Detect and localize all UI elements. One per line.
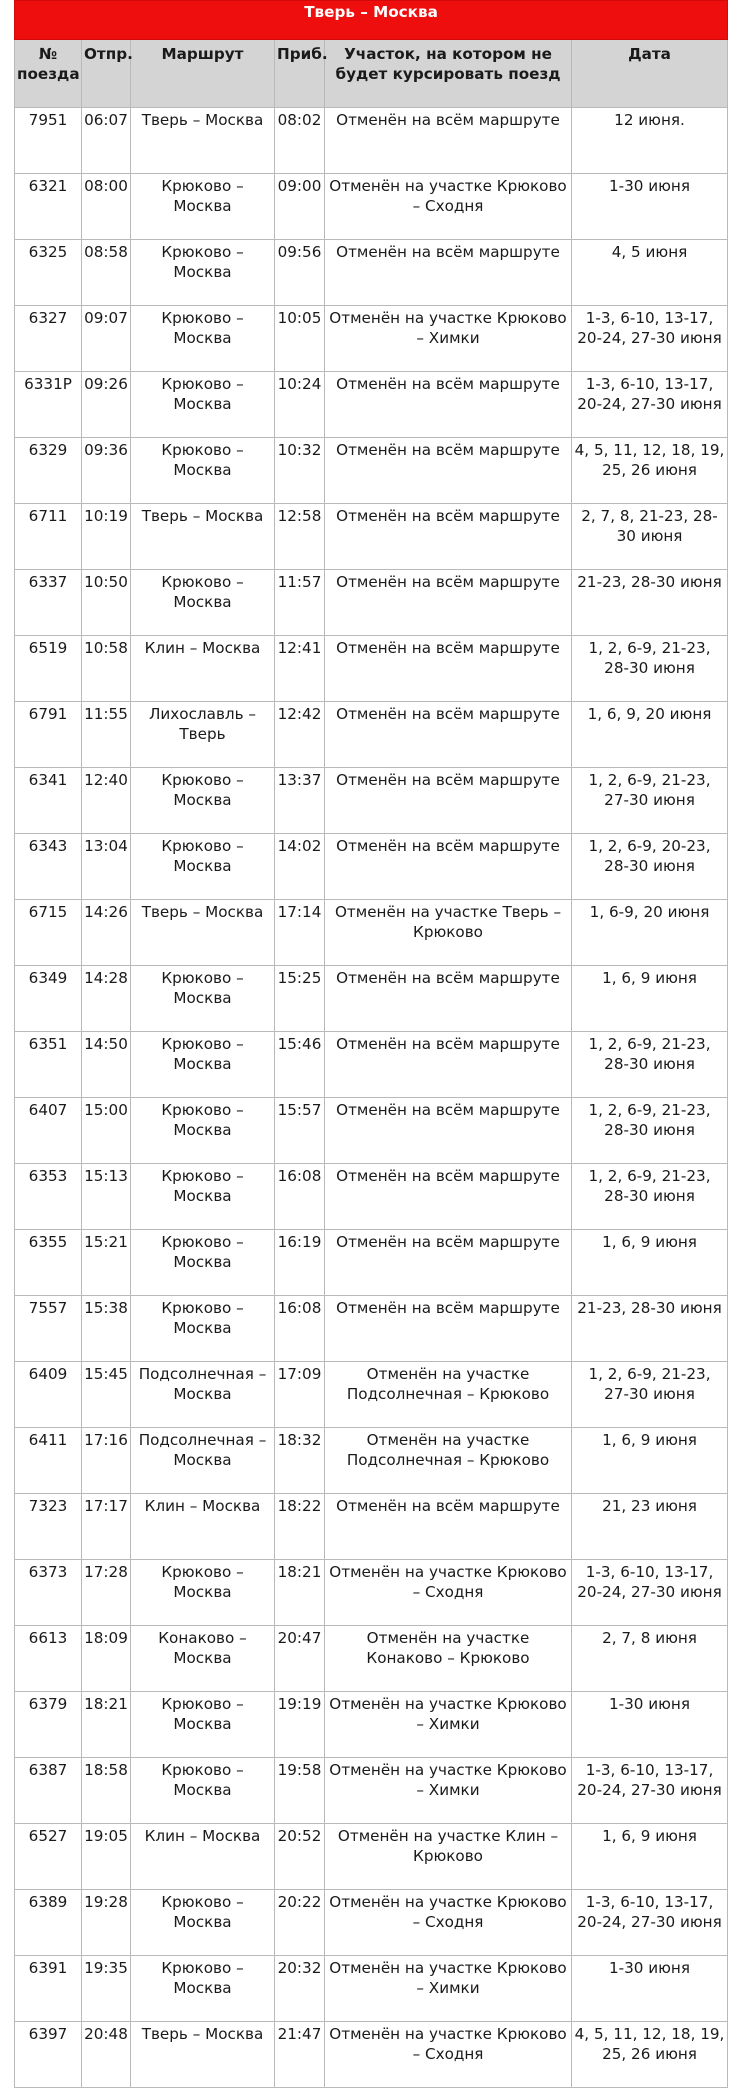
- arrival-cell: 08:02: [275, 108, 325, 174]
- train-number-cell: 6411: [15, 1428, 82, 1494]
- header-number: № поезда: [15, 40, 82, 108]
- route-cell: Крюково – Москва: [131, 834, 275, 900]
- header-route: Маршрут: [131, 40, 275, 108]
- header-section: Участок, на котором не будет курсировать поезд: [325, 40, 572, 108]
- date-cell: 1, 2, 6-9, 20-23, 28-30 июня: [572, 834, 728, 900]
- section-cell: Отменён на всём маршруте: [325, 108, 572, 174]
- arrival-cell: 09:00: [275, 174, 325, 240]
- date-cell: 21-23, 28-30 июня: [572, 1296, 728, 1362]
- table-row: [15, 306, 728, 372]
- date-cell: 1, 6, 9, 20 июня: [572, 702, 728, 768]
- arrival-cell: 19:19: [275, 1692, 325, 1758]
- section-cell: Отменён на участке Крюково – Сходня: [325, 1560, 572, 1626]
- table-row: [15, 1428, 728, 1494]
- section-cell: Отменён на всём маршруте: [325, 240, 572, 306]
- route-cell: Лихославль – Тверь: [131, 702, 275, 768]
- date-cell: 1-3, 6-10, 13-17, 20-24, 27-30 июня: [572, 1890, 728, 1956]
- schedule-table: [14, 0, 728, 2088]
- table-row: [15, 504, 728, 570]
- section-cell: Отменён на участке Крюково – Химки: [325, 1758, 572, 1824]
- train-number-cell: 6409: [15, 1362, 82, 1428]
- section-cell: Отменён на участке Крюково – Химки: [325, 1692, 572, 1758]
- arrival-cell: 12:58: [275, 504, 325, 570]
- table-row: [15, 108, 728, 174]
- departure-cell: 10:19: [82, 504, 131, 570]
- date-cell: 21, 23 июня: [572, 1494, 728, 1560]
- section-cell: Отменён на участке Подсолнечная – Крюково: [325, 1428, 572, 1494]
- departure-cell: 19:05: [82, 1824, 131, 1890]
- train-number-cell: 6341: [15, 768, 82, 834]
- section-cell: Отменён на участке Подсолнечная – Крюково: [325, 1362, 572, 1428]
- departure-cell: 14:50: [82, 1032, 131, 1098]
- route-cell: Тверь – Москва: [131, 504, 275, 570]
- date-cell: 1, 6, 9 июня: [572, 1230, 728, 1296]
- arrival-cell: 09:56: [275, 240, 325, 306]
- route-cell: Клин – Москва: [131, 636, 275, 702]
- table-row: [15, 1824, 728, 1890]
- section-cell: Отменён на участке Клин – Крюково: [325, 1824, 572, 1890]
- route-cell: Крюково – Москва: [131, 570, 275, 636]
- departure-cell: 17:17: [82, 1494, 131, 1560]
- section-cell: Отменён на всём маршруте: [325, 372, 572, 438]
- section-cell: Отменён на участке Крюково – Сходня: [325, 2022, 572, 2088]
- date-cell: 1, 2, 6-9, 21-23, 27-30 июня: [572, 768, 728, 834]
- route-cell: Крюково – Москва: [131, 1956, 275, 2022]
- route-cell: Крюково – Москва: [131, 372, 275, 438]
- route-cell: Клин – Москва: [131, 1824, 275, 1890]
- arrival-cell: 10:24: [275, 372, 325, 438]
- route-cell: Подсолнечная – Москва: [131, 1362, 275, 1428]
- arrival-cell: 20:32: [275, 1956, 325, 2022]
- arrival-cell: 14:02: [275, 834, 325, 900]
- arrival-cell: 16:19: [275, 1230, 325, 1296]
- arrival-cell: 15:25: [275, 966, 325, 1032]
- date-cell: 21-23, 28-30 июня: [572, 570, 728, 636]
- table-row: [15, 1230, 728, 1296]
- arrival-cell: 18:21: [275, 1560, 325, 1626]
- train-number-cell: 6407: [15, 1098, 82, 1164]
- departure-cell: 19:35: [82, 1956, 131, 2022]
- train-number-cell: 6391: [15, 1956, 82, 2022]
- train-number-cell: 6379: [15, 1692, 82, 1758]
- date-cell: 4, 5, 11, 12, 18, 19, 25, 26 июня: [572, 438, 728, 504]
- section-cell: Отменён на всём маршруте: [325, 636, 572, 702]
- train-number-cell: 6791: [15, 702, 82, 768]
- route-cell: Крюково – Москва: [131, 1098, 275, 1164]
- table-title: [15, 1, 728, 40]
- table-row: [15, 1362, 728, 1428]
- arrival-cell: 18:22: [275, 1494, 325, 1560]
- departure-cell: 17:16: [82, 1428, 131, 1494]
- date-cell: 1-3, 6-10, 13-17, 20-24, 27-30 июня: [572, 372, 728, 438]
- arrival-cell: 20:47: [275, 1626, 325, 1692]
- section-cell: Отменён на всём маршруте: [325, 1032, 572, 1098]
- section-cell: Отменён на участке Крюково – Химки: [325, 306, 572, 372]
- departure-cell: 09:26: [82, 372, 131, 438]
- departure-cell: 18:09: [82, 1626, 131, 1692]
- route-cell: Крюково – Москва: [131, 1164, 275, 1230]
- section-cell: Отменён на участке Крюково – Химки: [325, 1956, 572, 2022]
- departure-cell: 18:21: [82, 1692, 131, 1758]
- table-row: [15, 438, 728, 504]
- route-cell: Крюково – Москва: [131, 768, 275, 834]
- train-number-cell: 6337: [15, 570, 82, 636]
- section-cell: Отменён на участке Крюково – Сходня: [325, 174, 572, 240]
- table-row: [15, 570, 728, 636]
- departure-cell: 10:50: [82, 570, 131, 636]
- date-cell: 1, 2, 6-9, 21-23, 28-30 июня: [572, 1032, 728, 1098]
- arrival-cell: 17:09: [275, 1362, 325, 1428]
- arrival-cell: 11:57: [275, 570, 325, 636]
- section-cell: Отменён на всём маршруте: [325, 768, 572, 834]
- date-cell: 1-3, 6-10, 13-17, 20-24, 27-30 июня: [572, 1758, 728, 1824]
- section-cell: Отменён на участке Тверь – Крюково: [325, 900, 572, 966]
- date-cell: 2, 7, 8, 21-23, 28-30 июня: [572, 504, 728, 570]
- arrival-cell: 18:32: [275, 1428, 325, 1494]
- section-cell: Отменён на всём маршруте: [325, 1164, 572, 1230]
- train-number-cell: 6327: [15, 306, 82, 372]
- table-row: [15, 174, 728, 240]
- train-number-cell: 7323: [15, 1494, 82, 1560]
- route-cell: Крюково – Москва: [131, 174, 275, 240]
- table-row: [15, 702, 728, 768]
- table-row: [15, 240, 728, 306]
- date-cell: 4, 5 июня: [572, 240, 728, 306]
- table-row: [15, 1296, 728, 1362]
- section-cell: Отменён на участке Конаково – Крюково: [325, 1626, 572, 1692]
- train-number-cell: 6355: [15, 1230, 82, 1296]
- table-title-text: Тверь – Москва: [304, 3, 438, 21]
- departure-cell: 10:58: [82, 636, 131, 702]
- section-cell: Отменён на всём маршруте: [325, 1494, 572, 1560]
- departure-cell: 19:28: [82, 1890, 131, 1956]
- date-cell: 1, 2, 6-9, 21-23, 28-30 июня: [572, 1164, 728, 1230]
- date-cell: 1-3, 6-10, 13-17, 20-24, 27-30 июня: [572, 306, 728, 372]
- arrival-cell: 12:42: [275, 702, 325, 768]
- train-number-cell: 6349: [15, 966, 82, 1032]
- date-cell: 1, 6, 9 июня: [572, 1824, 728, 1890]
- departure-cell: 15:45: [82, 1362, 131, 1428]
- section-cell: Отменён на всём маршруте: [325, 438, 572, 504]
- header-date: Дата: [572, 40, 728, 108]
- section-cell: Отменён на всём маршруте: [325, 834, 572, 900]
- header-arrival: Приб.: [275, 40, 325, 108]
- departure-cell: 15:21: [82, 1230, 131, 1296]
- departure-cell: 12:40: [82, 768, 131, 834]
- arrival-cell: 13:37: [275, 768, 325, 834]
- arrival-cell: 20:22: [275, 1890, 325, 1956]
- table-row: [15, 372, 728, 438]
- arrival-cell: 15:46: [275, 1032, 325, 1098]
- route-cell: Крюково – Москва: [131, 1692, 275, 1758]
- arrival-cell: 15:57: [275, 1098, 325, 1164]
- date-cell: 1-3, 6-10, 13-17, 20-24, 27-30 июня: [572, 1560, 728, 1626]
- table-row: [15, 1890, 728, 1956]
- route-cell: Крюково – Москва: [131, 1230, 275, 1296]
- departure-cell: 14:28: [82, 966, 131, 1032]
- departure-cell: 08:58: [82, 240, 131, 306]
- departure-cell: 13:04: [82, 834, 131, 900]
- date-cell: 1-30 июня: [572, 1956, 728, 2022]
- arrival-cell: 12:41: [275, 636, 325, 702]
- train-number-cell: 6325: [15, 240, 82, 306]
- header-row: [15, 40, 728, 108]
- date-cell: 1, 6, 9 июня: [572, 1428, 728, 1494]
- route-cell: Крюково – Москва: [131, 1560, 275, 1626]
- table-row: [15, 1098, 728, 1164]
- departure-cell: 09:07: [82, 306, 131, 372]
- departure-cell: 17:28: [82, 1560, 131, 1626]
- train-number-cell: 6711: [15, 504, 82, 570]
- table-row: [15, 1626, 728, 1692]
- train-number-cell: 6331Р: [15, 372, 82, 438]
- train-number-cell: 6387: [15, 1758, 82, 1824]
- date-cell: 1, 2, 6-9, 21-23, 28-30 июня: [572, 1098, 728, 1164]
- section-cell: Отменён на всём маршруте: [325, 1230, 572, 1296]
- route-cell: Крюково – Москва: [131, 306, 275, 372]
- date-cell: 1, 2, 6-9, 21-23, 28-30 июня: [572, 636, 728, 702]
- route-cell: Крюково – Москва: [131, 240, 275, 306]
- departure-cell: 18:58: [82, 1758, 131, 1824]
- train-number-cell: 6329: [15, 438, 82, 504]
- route-cell: Крюково – Москва: [131, 438, 275, 504]
- date-cell: 1, 6, 9 июня: [572, 966, 728, 1032]
- table-row: [15, 768, 728, 834]
- train-number-cell: 6389: [15, 1890, 82, 1956]
- arrival-cell: 17:14: [275, 900, 325, 966]
- arrival-cell: 16:08: [275, 1296, 325, 1362]
- arrival-cell: 10:32: [275, 438, 325, 504]
- table-row: [15, 2022, 728, 2088]
- date-cell: 1-30 июня: [572, 1692, 728, 1758]
- date-cell: 2, 7, 8 июня: [572, 1626, 728, 1692]
- arrival-cell: 21:47: [275, 2022, 325, 2088]
- train-number-cell: 6353: [15, 1164, 82, 1230]
- section-cell: Отменён на всём маршруте: [325, 966, 572, 1032]
- arrival-cell: 19:58: [275, 1758, 325, 1824]
- train-number-cell: 6613: [15, 1626, 82, 1692]
- route-cell: Тверь – Москва: [131, 2022, 275, 2088]
- train-number-cell: 6373: [15, 1560, 82, 1626]
- train-number-cell: 6527: [15, 1824, 82, 1890]
- table-row: [15, 1560, 728, 1626]
- arrival-cell: 10:05: [275, 306, 325, 372]
- train-number-cell: 6321: [15, 174, 82, 240]
- departure-cell: 09:36: [82, 438, 131, 504]
- route-cell: Тверь – Москва: [131, 108, 275, 174]
- train-number-cell: 6397: [15, 2022, 82, 2088]
- departure-cell: 06:07: [82, 108, 131, 174]
- departure-cell: 15:00: [82, 1098, 131, 1164]
- route-cell: Крюково – Москва: [131, 1296, 275, 1362]
- date-cell: 1, 2, 6-9, 21-23, 27-30 июня: [572, 1362, 728, 1428]
- route-cell: Крюково – Москва: [131, 1890, 275, 1956]
- train-number-cell: 6519: [15, 636, 82, 702]
- departure-cell: 08:00: [82, 174, 131, 240]
- date-cell: 4, 5, 11, 12, 18, 19, 25, 26 июня: [572, 2022, 728, 2088]
- table-row: [15, 834, 728, 900]
- table-row: [15, 1032, 728, 1098]
- section-cell: Отменён на всём маршруте: [325, 570, 572, 636]
- date-cell: 12 июня.: [572, 108, 728, 174]
- departure-cell: 20:48: [82, 2022, 131, 2088]
- schedule-wrapper: [14, 0, 727, 2088]
- section-cell: Отменён на всём маршруте: [325, 1098, 572, 1164]
- train-number-cell: 6351: [15, 1032, 82, 1098]
- departure-cell: 15:38: [82, 1296, 131, 1362]
- table-row: [15, 636, 728, 702]
- route-cell: Конаково – Москва: [131, 1626, 275, 1692]
- route-cell: Крюково – Москва: [131, 966, 275, 1032]
- section-cell: Отменён на участке Крюково – Сходня: [325, 1890, 572, 1956]
- route-cell: Крюково – Москва: [131, 1758, 275, 1824]
- train-number-cell: 6343: [15, 834, 82, 900]
- table-row: [15, 900, 728, 966]
- table-row: [15, 1758, 728, 1824]
- table-row: [15, 1692, 728, 1758]
- departure-cell: 14:26: [82, 900, 131, 966]
- section-cell: Отменён на всём маршруте: [325, 1296, 572, 1362]
- departure-cell: 11:55: [82, 702, 131, 768]
- route-cell: Подсолнечная – Москва: [131, 1428, 275, 1494]
- train-number-cell: 7951: [15, 108, 82, 174]
- table-row: [15, 1164, 728, 1230]
- train-number-cell: 6715: [15, 900, 82, 966]
- arrival-cell: 20:52: [275, 1824, 325, 1890]
- route-cell: Крюково – Москва: [131, 1032, 275, 1098]
- date-cell: 1, 6-9, 20 июня: [572, 900, 728, 966]
- table-row: [15, 1956, 728, 2022]
- schedule-body: [15, 108, 728, 2088]
- header-departure: Отпр.: [82, 40, 131, 108]
- title-row: [15, 1, 728, 40]
- table-row: [15, 966, 728, 1032]
- date-cell: 1-30 июня: [572, 174, 728, 240]
- departure-cell: 15:13: [82, 1164, 131, 1230]
- table-row: [15, 1494, 728, 1560]
- section-cell: Отменён на всём маршруте: [325, 504, 572, 570]
- route-cell: Клин – Москва: [131, 1494, 275, 1560]
- arrival-cell: 16:08: [275, 1164, 325, 1230]
- train-number-cell: 7557: [15, 1296, 82, 1362]
- route-cell: Тверь – Москва: [131, 900, 275, 966]
- section-cell: Отменён на всём маршруте: [325, 702, 572, 768]
